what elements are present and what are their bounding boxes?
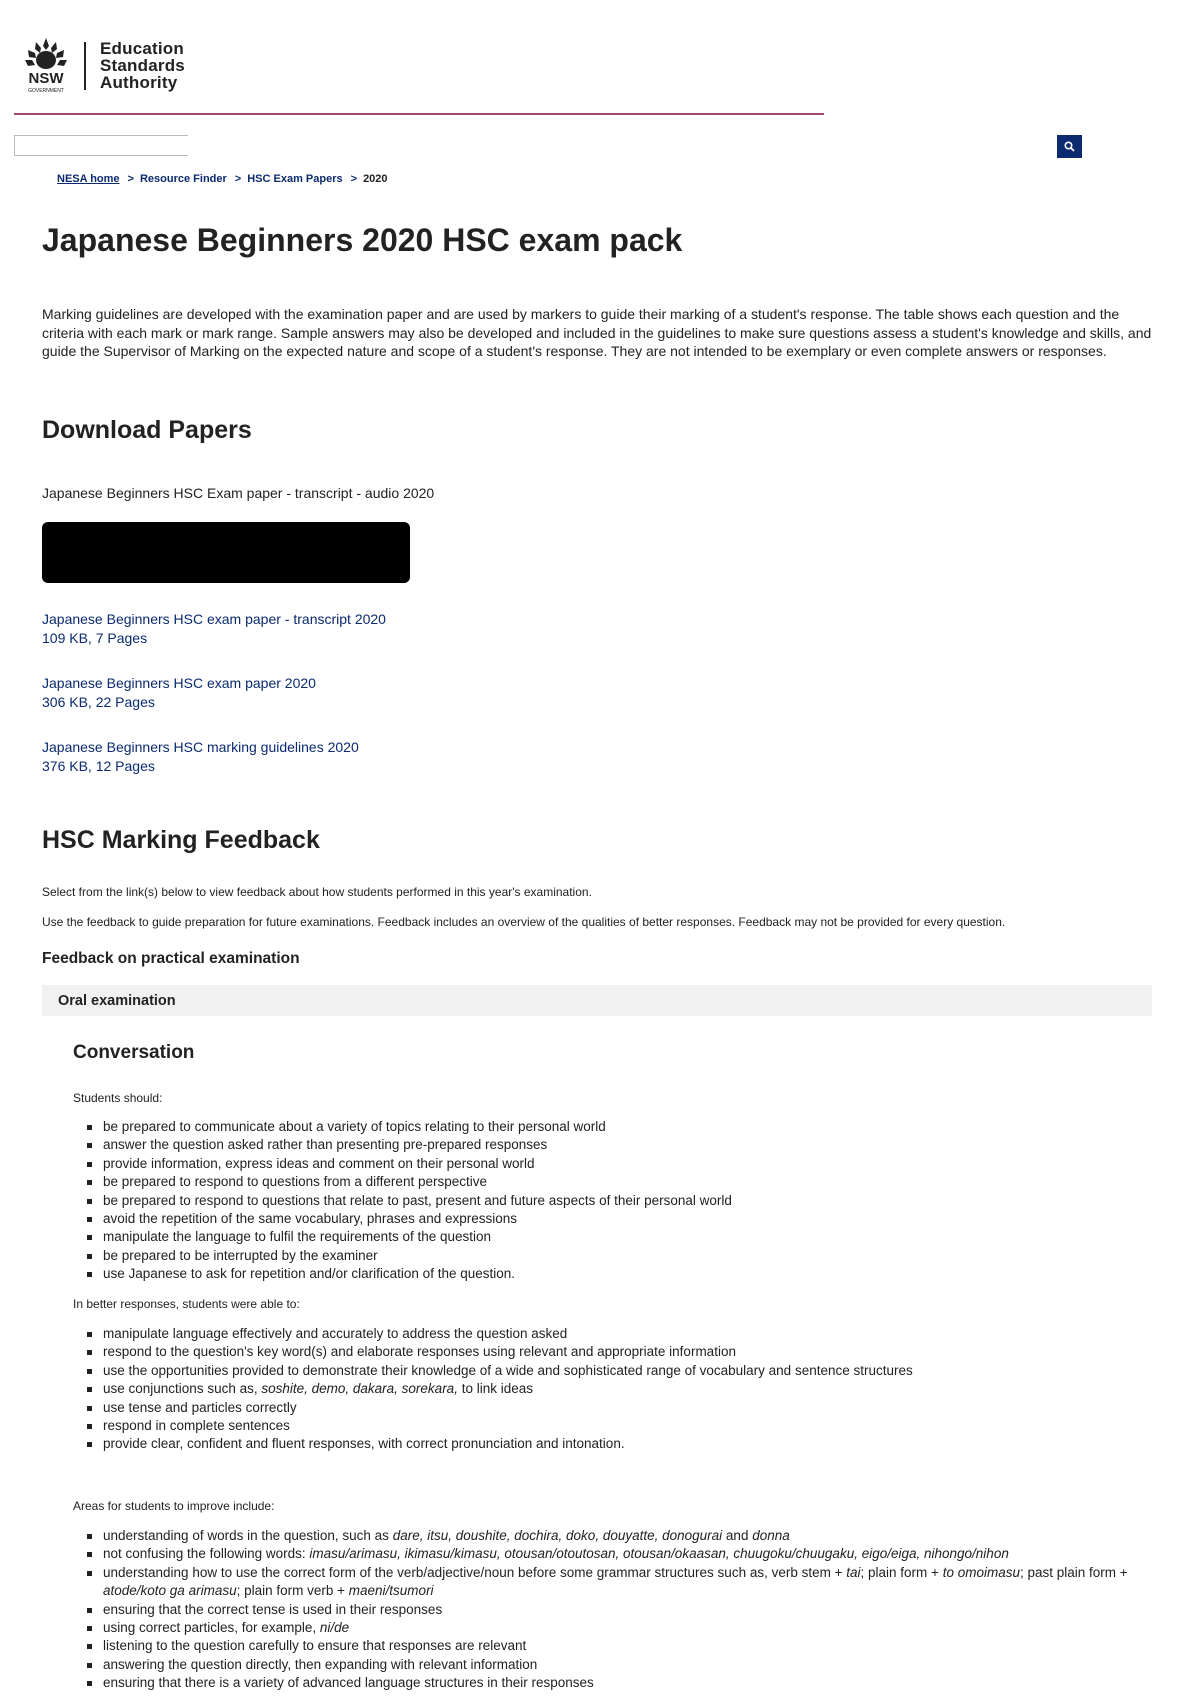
text: maeni/tsumori [348,1583,434,1599]
improve-label: Areas for students to improve include: [73,1499,275,1513]
text: ; plain form verb + [236,1583,349,1599]
svg-text:GOVERNMENT: GOVERNMENT [28,88,64,94]
list-item: ensuring that the correct tense is used in their responses [103,1601,1163,1619]
list-item: manipulate language effectively and accurately to address the question asked [103,1325,1163,1343]
breadcrumb [57,173,388,185]
download-item [42,610,386,647]
logo-divider [84,42,86,90]
download-item [42,738,359,775]
text: tai [846,1564,861,1580]
students-should-list [73,1118,1163,1284]
list-item: manipulate the language to fulfil the requirements of the question [103,1228,1163,1246]
file-meta: 109 KB, 7 Pages [42,629,148,646]
breadcrumb-resource-finder[interactable]: Resource Finder [139,173,227,185]
accordion-title: Oral examination [58,993,176,1009]
text: using correct particles, for example, [103,1620,320,1636]
search-button[interactable] [1057,135,1082,158]
text: ni/de [319,1620,350,1636]
accordion-oral-examination[interactable] [42,985,1152,1016]
text: donna [752,1528,790,1543]
text: use conjunctions such as, [103,1381,262,1397]
download-papers-heading: Download Papers [42,416,252,444]
text: understanding how to use the correct form of the verb/adjective/noun before some grammar structures such as, verb stem + [103,1564,847,1580]
site-header [20,36,620,96]
list-item: respond in complete sentences [103,1417,1163,1435]
improve-list [73,1527,1163,1693]
page-title: Japanese Beginners 2020 HSC exam pack [42,222,683,258]
text: ; past plain form + [1019,1564,1128,1580]
download-link-marking-guidelines[interactable]: Japanese Beginners HSC marking guidelines 2020 [42,739,359,755]
text: to link ideas [457,1381,533,1397]
text: understanding of words in the question, such as [103,1528,393,1543]
text: and [722,1528,753,1543]
download-item [42,674,316,711]
breadcrumb-home[interactable]: NESA home [57,173,120,185]
students-should-label: Students should: [73,1091,163,1105]
list-item: provide information, express ideas and comment on their personal world [103,1155,1163,1173]
breadcrumb-current: 2020 [363,173,388,185]
text: to omoimasu [942,1564,1020,1580]
better-responses-list [73,1325,1163,1454]
logo-line-3: Authority [100,73,178,92]
header-divider [14,113,824,115]
breadcrumb-separator: > [350,173,358,185]
file-meta: 376 KB, 12 Pages [42,757,155,774]
download-link-transcript[interactable]: Japanese Beginners HSC exam paper - transcript 2020 [42,611,386,627]
intro-paragraph: Marking guidelines are developed with the examination paper and are used by markers to guide their marking of a student's response. The table shows each question and the criteria with each mark or mark range. Sample answers may also be developed and included in the guidelines to make sure questions assess a student's knowledge and skills, and guide the Supervisor of Marking on the expected nature and scope of a student's response. They are not intended to be exemplary or even complete answers or responses. [42,306,1152,359]
waratah-logo-icon [20,36,72,94]
logo-line-2: Standards [100,56,185,75]
audio-player[interactable] [42,522,410,583]
breadcrumb-separator: > [234,173,242,185]
list-item: use Japanese to ask for repetition and/or clarification of the question. [103,1265,1163,1283]
marking-feedback-heading: HSC Marking Feedback [42,826,320,854]
list-item: respond to the question's key word(s) and elaborate responses using relevant and appropriate information [103,1343,1163,1361]
search-icon [1064,141,1075,152]
logo-wordmark [100,40,185,91]
list-item: answer the question asked rather than presenting pre-prepared responses [103,1136,1163,1154]
list-item: be prepared to communicate about a variety of topics relating to their personal world [103,1118,1163,1136]
list-item: use the opportunities provided to demonstrate their knowledge of a wide and sophisticated range of vocabulary and sentence structures [103,1362,1163,1380]
text: dare, itsu, doushite, dochira, doko, douyatte, donogurai [392,1528,723,1543]
logo-line-1: Education [100,39,184,58]
list-item: be prepared to respond to questions from a different perspective [103,1173,1163,1191]
list-item [103,1564,1163,1601]
practical-feedback-heading: Feedback on practical examination [42,950,300,967]
breadcrumb-hsc-exam-papers[interactable]: HSC Exam Papers [247,173,343,185]
list-item: provide clear, confident and fluent responses, with correct pronunciation and intonation. [103,1435,1163,1453]
download-link-exam-paper[interactable]: Japanese Beginners HSC exam paper 2020 [42,675,316,691]
list-item: listening to the question carefully to ensure that responses are relevant [103,1637,1163,1655]
list-item: use tense and particles correctly [103,1399,1163,1417]
feedback-intro-1: Select from the link(s) below to view feedback about how students performed in this year's examination. [42,885,592,899]
feedback-intro-2: Use the feedback to guide preparation for future examinations. Feedback includes an overview of the qualities of better responses. Feedback may not be provided for every question. [42,915,1006,929]
list-item [103,1545,1163,1563]
list-item: ensuring that there is a variety of advanced language structures in their responses [103,1674,1163,1692]
list-item [103,1380,1163,1398]
list-item: answering the question directly, then expanding with relevant information [103,1656,1163,1674]
search-input[interactable] [14,135,188,156]
text: not confusing the following words: [103,1546,310,1562]
conversation-heading: Conversation [73,1042,195,1063]
text: soshite, demo, dakara, sorekara, [261,1381,458,1397]
svg-text:NSW: NSW [28,70,64,87]
file-meta: 306 KB, 22 Pages [42,693,155,710]
list-item: be prepared to respond to questions that relate to past, present and future aspects of their personal world [103,1192,1163,1210]
text: imasu/arimasu, ikimasu/kimasu, otousan/otoutosan, otousan/okaasan, chuugoku/chuugaku, eigo/eiga, nihongo/nihon [309,1546,1009,1562]
text: atode/koto ga arimasu [103,1583,237,1599]
nsw-logo[interactable] [20,36,190,96]
audio-label: Japanese Beginners HSC Exam paper - transcript - audio 2020 [42,485,435,501]
breadcrumb-separator: > [127,173,134,185]
list-item: be prepared to be interrupted by the examiner [103,1247,1163,1265]
list-item [103,1527,1163,1545]
list-item [103,1619,1163,1637]
better-responses-label: In better responses, students were able to: [73,1297,300,1311]
text: ; plain form + [860,1564,943,1580]
list-item: avoid the repetition of the same vocabulary, phrases and expressions [103,1210,1163,1228]
